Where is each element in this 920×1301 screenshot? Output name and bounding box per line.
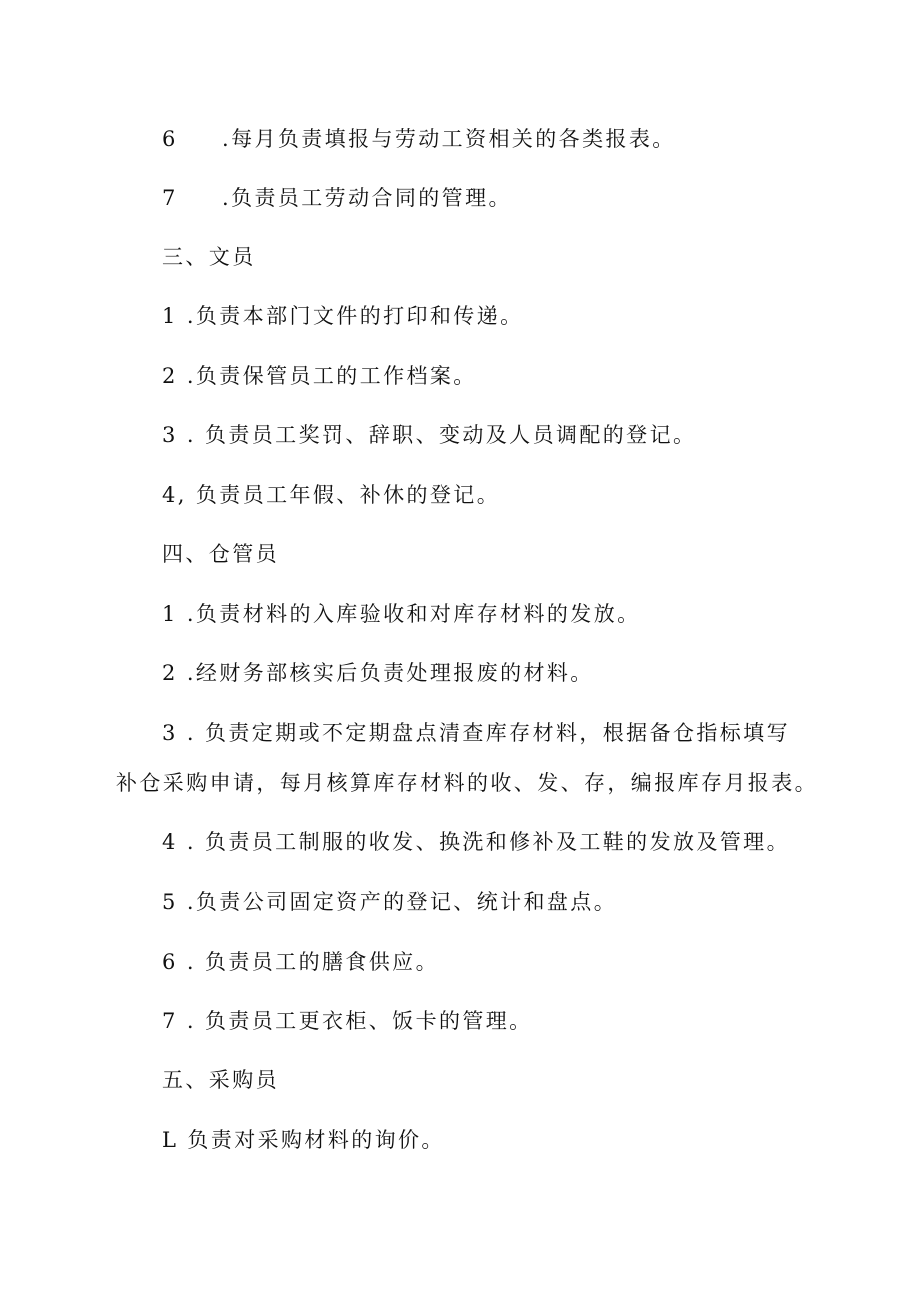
list-item bbox=[162, 125, 676, 153]
list-item: 1 .负责材料的入库验收和对库存材料的发放。 bbox=[162, 602, 641, 626]
section-heading: 三、文员 bbox=[162, 245, 256, 269]
list-item: 7 . 负责员工更衣柜、饭卡的管理。 bbox=[162, 1009, 533, 1033]
list-item: 4 . 负责员工制服的收发、换洗和修补及工鞋的发放及管理。 bbox=[162, 830, 790, 854]
list-item-continuation: 补仓采购申请，每月核算库存材料的收、发、存，编报库存月报表。 bbox=[116, 771, 818, 795]
list-item: 2 .负责保管员工的工作档案。 bbox=[162, 364, 477, 388]
item-number: 7 bbox=[162, 186, 178, 210]
list-item: 4, 负责员工年假、补休的登记。 bbox=[162, 483, 501, 507]
list-item: L 负责对采购材料的询价。 bbox=[162, 1128, 445, 1152]
list-item: 3 . 负责定期或不定期盘点清查库存材料，根据备仓指标填写 bbox=[162, 721, 790, 745]
list-item bbox=[162, 184, 512, 212]
list-item: 6 . 负责员工的膳食供应。 bbox=[162, 950, 439, 974]
item-text: .负责员工劳动合同的管理。 bbox=[222, 186, 512, 210]
list-item: 2 .经财务部核实后负责处理报废的材料。 bbox=[162, 661, 594, 685]
section-heading: 四、仓管员 bbox=[162, 542, 279, 566]
list-item: 3 . 负责员工奖罚、辞职、变动及人员调配的登记。 bbox=[162, 423, 697, 447]
list-item: 5 .负责公司固定资产的登记、统计和盘点。 bbox=[162, 890, 618, 914]
section-heading: 五、采购员 bbox=[162, 1068, 279, 1092]
item-text: .每月负责填报与劳动工资相关的各类报表。 bbox=[222, 127, 676, 151]
item-number: 6 bbox=[162, 127, 178, 151]
list-item: 1 .负责本部门文件的打印和传递。 bbox=[162, 304, 524, 328]
